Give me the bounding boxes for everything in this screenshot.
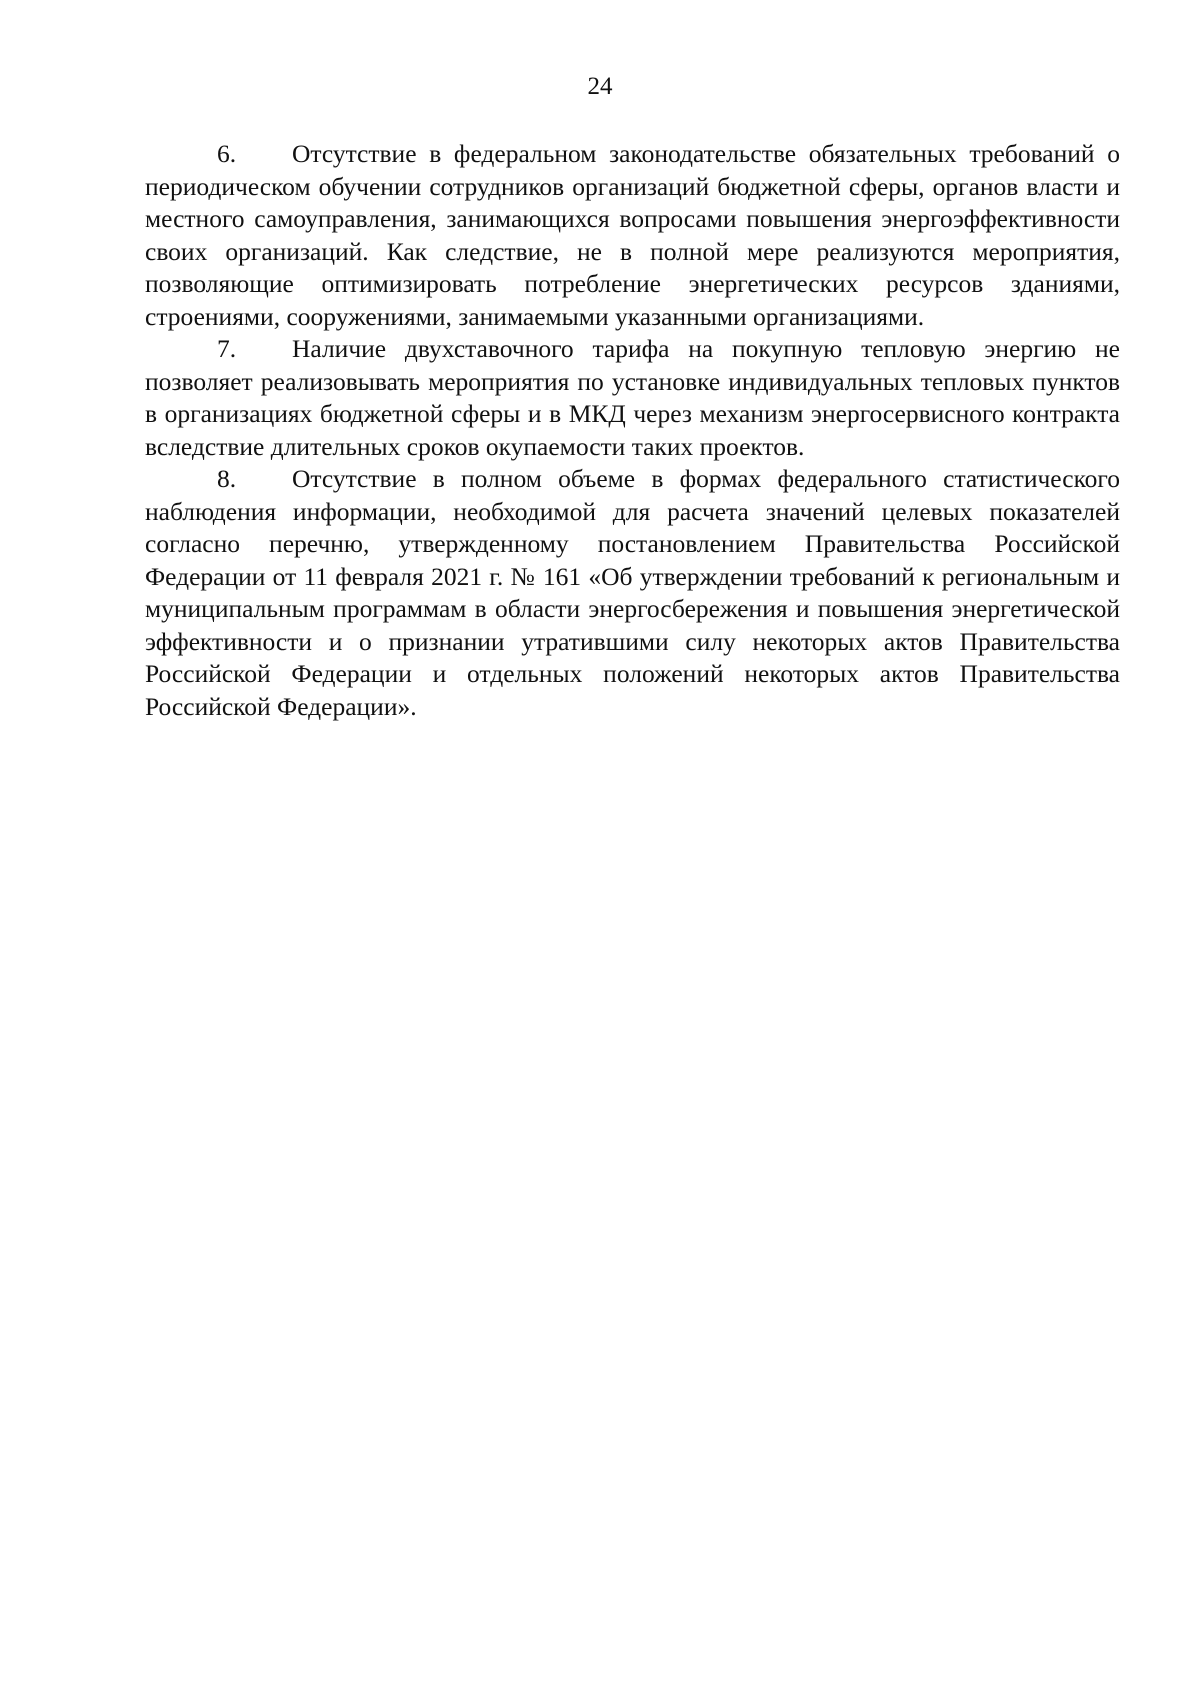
- paragraph-text: Отсутствие в федеральном законодательстве обязательных требований о периодическом обучении сотрудников организаций бюджетной сферы, органов власти и местного самоуправления, занимающихся вопросами повышения энергоэффективности своих организаций. Как следствие, не в полной мере реализуются мероприятия, позволяющие оптимизировать потребление энергетических ресурсов зданиями, строениями, сооружениями, занимаемыми указанными организациями.: [145, 139, 1120, 331]
- page-number: 24: [587, 73, 613, 100]
- paragraph-number: 7.: [217, 334, 237, 363]
- paragraph-8: [145, 463, 1120, 723]
- document-body: [145, 138, 1120, 723]
- paragraph-6: [145, 138, 1120, 333]
- paragraph-7: [145, 333, 1120, 463]
- paragraph-number: 6.: [217, 139, 237, 168]
- paragraph-number: 8.: [217, 464, 237, 493]
- paragraph-text: Отсутствие в полном объеме в формах федерального статистического наблюдения информации, необходимой для расчета значений целевых показателей согласно перечню, утвержденному постановлением Правительства Российской Федерации от 11 февраля 2021 г. № 161 «Об утверждении требований к региональным и муниципальным программам в области энергосбережения и повышения энергетической эффективности и о признании утратившими силу некоторых актов Правительства Российской Федерации и отдельных положений некоторых актов Правительства Российской Федерации».: [145, 464, 1120, 721]
- paragraph-text: Наличие двухставочного тарифа на покупную тепловую энергию не позволяет реализовывать мероприятия по установке индивидуальных тепловых пунктов в организациях бюджетной сферы и в МКД через механизм энергосервисного контракта вследствие длительных сроков окупаемости таких проектов.: [145, 334, 1120, 461]
